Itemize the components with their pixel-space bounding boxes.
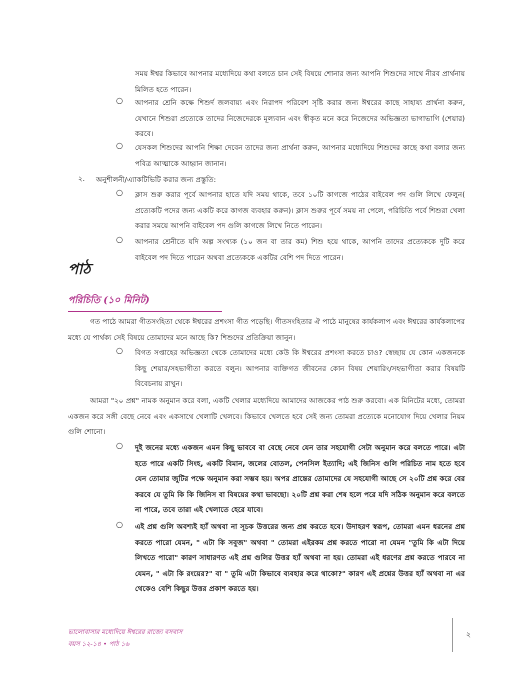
bullet-marker: ○ (116, 141, 123, 150)
bible-verses-prep-bullet: ক্লাস শুরু করার পূর্বে আপনার হাতে যদি সময় থাকে, তবে ১০টি কাগজে পাঠের বাইবেল পদ গুলি লিখে ফেলুন( প্রত্যেকটি পদের জন্য একটি করে কাগজ ব্যবহার করুন)। ক্লাস শুরুর পূর্বে সময় না পেলে, পরিচিতি পর্বে শিশুরা খেলা করার সময়ে আপনি বাইবেল পদ গুলি কাগজে লিখে নিতে পারেন। (135, 190, 465, 231)
intro-continuation: সময় ঈশ্বর কিভাবে আপনার মধ্যেদিয়ে কথা বলতে চান সেই বিষয়ে শোনার জন্য আপনি শিশুদের সাথে নীরব প্রার্থনায় মিলিত হতে পারেন। (135, 69, 465, 94)
twenty-questions-paragraph: আমরা "২০ প্রশ্ন" নামক অনুমান করে বলা, একটি খেলার মধ্যেদিয়ে আমাদের আজকের পাঠ শুরু করবো। এক মিনিটের মধ্যে, তোমরা একজন করে সঙ্গী বেছে নেবে এবং একসাথে খেলাটি খেলবে। কিভাবে খেলতে হবে সেই জন্য তোমরা প্রত্যেকে মনোযোগ দিয়ে খেলার নিয়ম গুলি শোনো। (68, 396, 465, 437)
last-lesson-paragraph: গত পাঠে আমরা গীতসংহিতা থেকে ঈশ্বরের প্রশংসা গীত পড়েছি। গীতসংহিতার ঐ পাঠে মানুষের কার্যকলাপ এবং ঈশ্বরের কার্যকলাপের মধ্যে যে পার্থক্য সেই বিষয়ে তোমাদের মনে আছে কি? শিশুদের প্রতিক্রিয়া জানুন। (68, 317, 465, 342)
page-number: ২ (466, 630, 471, 639)
bullet-marker: ○ (116, 346, 123, 355)
yes-no-questions-bullet: এই প্রশ্ন গুলি অবশ্যই হ্যাঁ অথবা না সূচক উত্তরের জন্য প্রশ্ন করতে হবে। উদাহরণ স্বরূপ, তোমরা এমন ধরনের প্রশ্ন করতে পারো যেমন, " এটা কি সবুজ" অথবা " তোমরা এইরকম প্রশ্ন করতে পারো না যেমন "তুমি কি এটা দিয়ে লিখতে পারো" কারণ সাধারণত এই প্রশ্ন গুলির উত্তর হ্যাঁ অথবা না হয়। তোমরা এই ধরণের প্রশ্ন করতে পারবে না যেমন, " এটা কি রংয়ের?" বা " তুমি এটা কিভাবে ব্যবহার করে থাকো?" কারণ এই প্রশ্নের উত্তর হ্যাঁ অথবা না এর থেকেও বেশি কিছুর উত্তর প্রকাশ করতে হয়। (135, 522, 465, 594)
introduction-subheading: পরিচিতি (১০ মিনিট) (68, 295, 150, 306)
prayer-environment-bullet: আপনার শ্রেনি কক্ষে শিশুর্দ জলবায়্য এবং নিরাপদ পরিবেশ সৃষ্টি করার জন্য ঈশ্বরের কাছে সাহায্য প্রার্থনা করুন, যেখানে শিশুরা প্রত্যেকে তাদের নিজেদেরকে মূল্যবান এবং স্বীকৃত মনে করে নিজেদের অভিজ্ঞতা ভাগাভাগি (শেয়ার) করবে। (135, 98, 465, 139)
footer-title: ভালোবাসার মধ্যেদিয়ে ঈশ্বরের রাজ্যে বসবাস (68, 628, 183, 636)
small-class-bullet: আপনার শ্রেনীতে যদি অল্প সংখ্যক (১০ জন বা তার কম) শিশু হয়ে থাকে, আপনি তাদের প্রত্যেককে দুটি করে বাইবেল পদ দিতে পারেন অথবা প্রত্যেককে একটির বেশি পদ দিতে পারেন। (135, 237, 465, 262)
bullet-marker: ○ (116, 520, 123, 529)
bullet-marker: ○ (116, 96, 123, 105)
prayer-children-bullet: যেসকল শিশুদের আপনি শিক্ষা দেবেন তাদের জন্য প্রার্থনা করুন, আপনার মধ্যেদিয়ে শিশুদের কাছে কথা বলার জন্য পবিত্র আত্মাকে আহ্বান জানান। (135, 143, 465, 168)
praise-sharing-bullet: বিগত সপ্তাহের অভিজ্ঞতা থেকে তোমাদের মধ্যে কেউ কি ঈশ্বরের প্রশংসা করতে চাও? স্বেচ্ছায় যে কোন একজনকে কিছু শেয়ার/সহভাগীতা করতে বলুন। আপনার ব্যক্তিগত জীবনের কোন বিষয় শেয়ারিং/সহভাগীতা করার বিষয়টি বিবেচনায় রাখুন। (135, 348, 465, 389)
bullet-marker: ○ (116, 441, 123, 450)
footer-subtitle: বয়স ১২-১৪ • পাঠ ১৬ (68, 640, 130, 648)
game-rules-bullet: দুই জনের মধ্যে একজন এমন কিছু ভাববে বা বেছে নেবে যেন তার সহযোগী সেটা অনুমান করে বলতে পারে। এটা হতে পারে একটি সিংহ, একটি বিমান, জলের বোতল, পেনসিল ইত্যাদি; এই জিনিস গুলি পরিচিত নাম হতে হবে যেন তোমার জুটির পক্ষে অনুমান করা সম্ভব হয়। অপর প্রান্তের তোমাদের যে সহযোগী আছে সে ২০টি প্রশ্ন করে বের করবে যে তুমি কি কি জিনিস বা বিষয়ের কথা ভাবছো। ২০টি প্রশ্ন করা শেষ হলে পরে যদি সঠিক অনুমান করে বলতে না পারে, তবে তারা এই খেলাতে হেরে যাবে। (135, 443, 465, 515)
footer-divider (452, 618, 453, 652)
activity-preparation-heading: অনুশীলনী/এ্যাকটিভিটি করার জন্য প্রস্তুতি: (96, 175, 217, 184)
section-title: পাঠ (68, 260, 91, 278)
subheading-underline (68, 311, 222, 312)
bullet-marker: ○ (116, 235, 123, 244)
bullet-marker: ○ (116, 188, 123, 197)
item-number: ২. (78, 174, 85, 183)
